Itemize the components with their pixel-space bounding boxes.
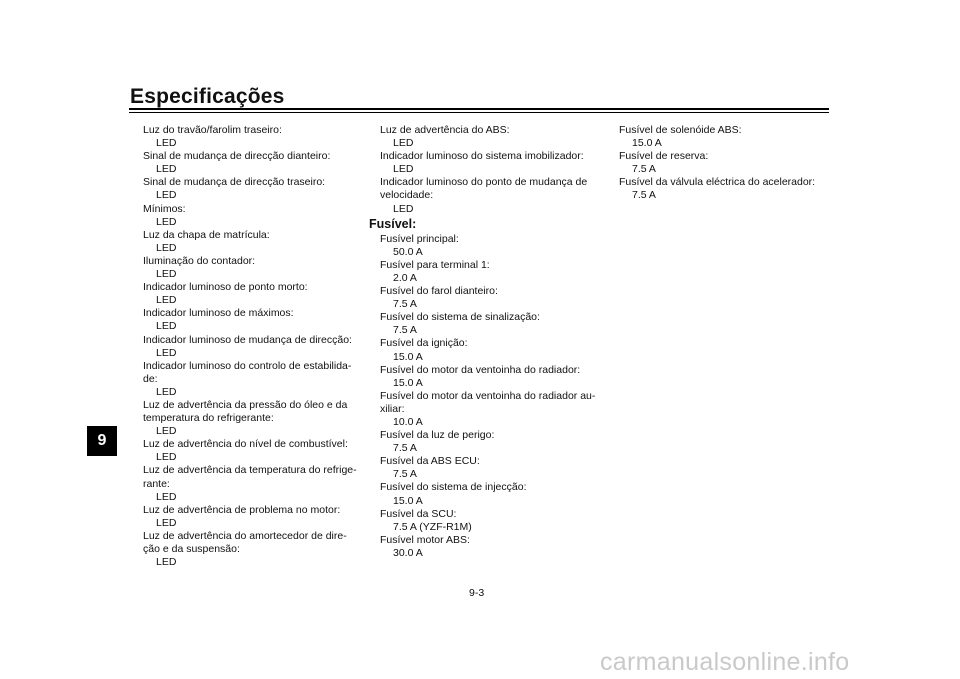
spec-value: LED [156, 163, 177, 176]
spec-value: LED [393, 137, 414, 150]
spec-column-2 [369, 124, 600, 560]
spec-label: Luz de advertência da temperatura do refrige-rante: [143, 464, 357, 490]
spec-value: LED [156, 189, 177, 202]
spec-value: LED [156, 490, 177, 503]
fuse-label: Fusível de reserva: [619, 150, 709, 163]
watermark-link[interactable]: carmanualsonline.info [600, 648, 850, 676]
spec-value: LED [156, 516, 177, 529]
spec-value: LED [156, 425, 177, 438]
fuse-value: 7.5 A [393, 442, 417, 455]
spec-value: LED [156, 556, 177, 569]
fuse-value: 7.5 A [393, 298, 417, 311]
fuse-label: Fusível do farol dianteiro: [380, 285, 498, 298]
spec-value: LED [156, 137, 177, 150]
fuse-label: Fusível do sistema de sinalização: [380, 311, 540, 324]
fuse-value: 7.5 A [632, 163, 656, 176]
spec-label: Luz de advertência do nível de combustível: [143, 438, 348, 451]
spec-value: LED [156, 241, 177, 254]
spec-label: Luz de advertência do ABS: [380, 124, 510, 136]
fuse-value: 7.5 A (YZF-R1M) [393, 520, 472, 533]
spec-label: Indicador luminoso do ponto de mudança de velocidade: [380, 176, 588, 202]
fuse-value: 7.5 A [632, 189, 656, 202]
fuse-label: Fusível motor ABS: [380, 533, 470, 546]
spec-value: LED [156, 268, 177, 281]
spec-value: LED [156, 346, 177, 359]
fuse-value: 7.5 A [393, 324, 417, 337]
spec-value: LED [156, 320, 177, 333]
page-title: Especificações [130, 85, 285, 108]
fuse-label: Fusível principal: [380, 232, 459, 245]
fuse-label: Fusível do motor da ventoinha do radiador au-xiliar: [380, 389, 596, 415]
fuse-label: Fusível da ABS ECU: [380, 455, 480, 468]
spec-value: LED [393, 202, 414, 215]
fuse-value: 30.0 A [393, 546, 423, 559]
spec-label: Luz da chapa de matrícula: [143, 228, 270, 241]
fuse-value: 2.0 A [393, 271, 417, 284]
page-number: 9-3 [469, 587, 485, 599]
fuse-label: Fusível da válvula eléctrica do acelerador: [619, 176, 816, 189]
title-rule-thick [129, 108, 829, 110]
spec-label: Indicador luminoso de ponto morto: [143, 281, 308, 294]
fuse-value: 15.0 A [393, 350, 423, 363]
fuse-value: 50.0 A [393, 245, 423, 258]
fuse-label: Fusível de solenóide ABS: [619, 124, 742, 136]
spec-label: Sinal de mudança de direcção dianteiro: [143, 150, 331, 163]
fuse-label: Fusível para terminal 1: [380, 258, 490, 271]
fuse-value: 7.5 A [393, 468, 417, 481]
fuse-label: Fusível da SCU: [380, 507, 457, 520]
spec-label: Indicador luminoso de máximos: [143, 307, 294, 320]
fuse-label: Fusível do motor da ventoinha do radiador: [380, 363, 581, 376]
spec-label: Iluminação do contador: [143, 254, 256, 267]
spec-value: LED [156, 215, 177, 228]
spec-value: LED [156, 385, 177, 398]
fuse-value: 10.0 A [393, 415, 423, 428]
spec-label: Sinal de mudança de direcção traseiro: [143, 176, 326, 189]
spec-label: Luz de advertência de problema no motor: [143, 503, 341, 516]
chapter-tab: 9 [87, 426, 117, 456]
spec-label: Luz de advertência do amortecedor de dire-ção e da suspensão: [143, 529, 347, 555]
title-rule-thin [129, 112, 829, 113]
spec-value: LED [393, 163, 414, 176]
spec-value: LED [156, 294, 177, 307]
spec-label: Luz do travão/farolim traseiro: [143, 124, 282, 136]
spec-label: Luz de advertência da pressão do óleo e da temperatura do refrigerante: [143, 398, 348, 425]
spec-column-3 [619, 124, 834, 203]
fuse-value: 15.0 A [632, 137, 662, 150]
spec-label: Indicador luminoso do sistema imobilizador: [380, 150, 584, 163]
fuse-label: Fusível da ignição: [380, 337, 468, 350]
fuse-value: 15.0 A [393, 494, 423, 507]
fuse-label: Fusível da luz de perigo: [380, 429, 495, 442]
spec-value: LED [156, 451, 177, 464]
spec-label: Indicador luminoso de mudança de direcção: [143, 333, 352, 346]
fuse-label: Fusível do sistema de injecção: [380, 481, 527, 494]
fuse-section-heading: Fusível: [369, 216, 417, 231]
spec-label: Mínimos: [143, 202, 186, 215]
spec-label: Indicador luminoso do controlo de estabilida-de: [143, 359, 352, 385]
fuse-value: 15.0 A [393, 376, 423, 389]
spec-column-1 [143, 124, 363, 569]
